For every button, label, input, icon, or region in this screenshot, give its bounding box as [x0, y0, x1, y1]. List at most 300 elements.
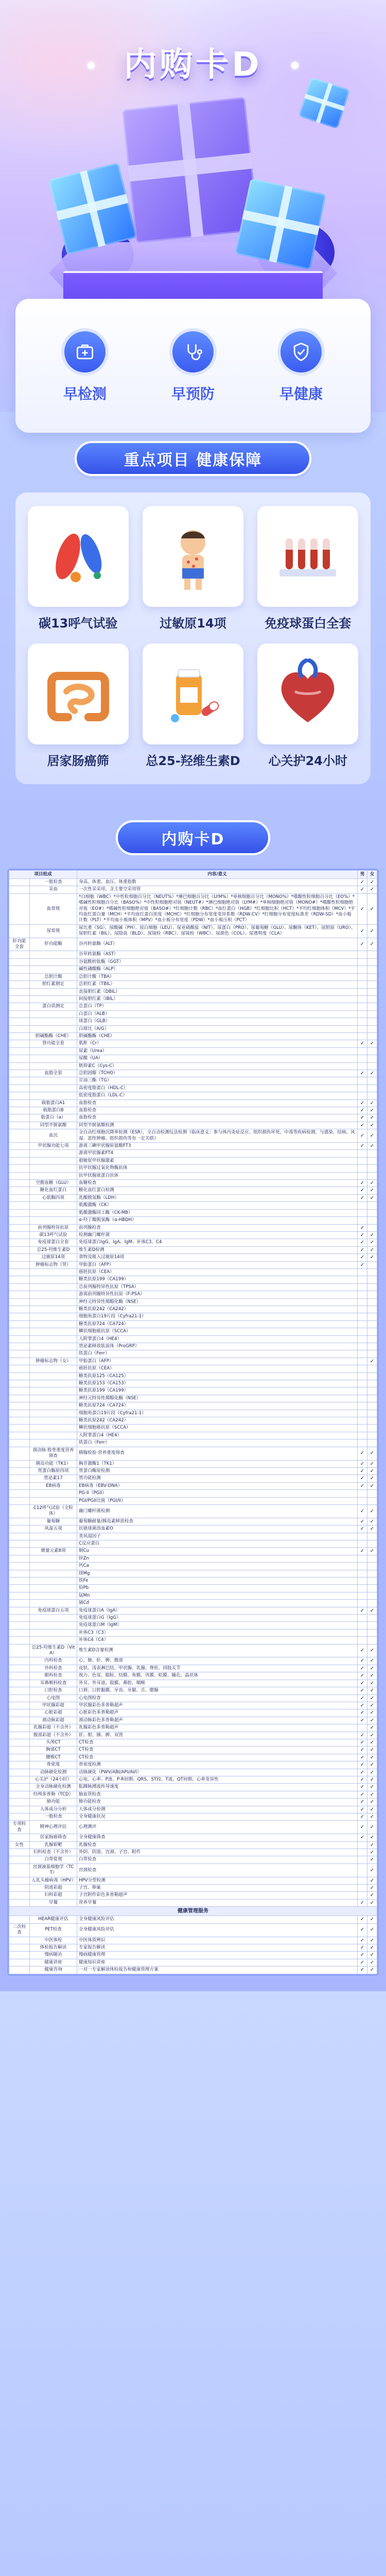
male-check-cell: [358, 1578, 367, 1585]
item-name-cell: 肝功能酶: [30, 938, 77, 951]
key-item: [25, 643, 131, 769]
male-check-cell: ✓: [358, 1040, 367, 1047]
content-cell: 血糖检查: [77, 1180, 358, 1187]
content-cell: 幽门螺杆菌检测: [77, 1504, 358, 1518]
category-cell: [9, 1899, 30, 1906]
table-row: [9, 1018, 377, 1025]
column-header: 项目组成: [9, 871, 77, 879]
item-name-cell: [30, 1298, 77, 1306]
category-cell: [9, 1644, 30, 1657]
table-row: [9, 1047, 377, 1055]
table-row: [9, 1885, 377, 1892]
content-cell: 镉Cd: [77, 1600, 358, 1607]
male-check-cell: [358, 1540, 367, 1547]
category-cell: [9, 1122, 30, 1129]
category-cell: [9, 1769, 30, 1776]
content-cell: 白蛋白（ALB）: [77, 1010, 358, 1018]
content-cell: 鳞状细胞癌抗原（SCCA）: [77, 1328, 358, 1335]
male-check-cell: ✓: [358, 1776, 367, 1783]
content-cell: HPV分型检测: [77, 1877, 358, 1884]
content-cell: 营养早餐: [77, 1899, 358, 1906]
item-name-cell: 载脂蛋白A1: [30, 1099, 77, 1107]
male-check-cell: ✓: [358, 1143, 367, 1150]
male-check-cell: [358, 1202, 367, 1209]
male-check-cell: ✓: [358, 1107, 367, 1114]
table-row: [9, 1150, 377, 1157]
content-cell: 免疫球蛋白G（IgG）: [77, 1615, 358, 1622]
content-cell: 全身健康风险评估: [77, 1923, 358, 1937]
category-cell: [9, 1165, 30, 1172]
item-name-cell: [30, 1343, 77, 1350]
female-check-cell: [367, 1335, 377, 1343]
key-item-label: 免疫球蛋白全套: [265, 616, 352, 631]
table-row: [9, 1540, 377, 1547]
category-cell: [9, 1747, 30, 1754]
item-name-cell: [30, 1439, 77, 1447]
category-cell: [9, 1202, 30, 1209]
table-row: [9, 1799, 377, 1806]
key-item: [25, 506, 131, 631]
table-row: [9, 1806, 377, 1813]
female-check-cell: [367, 1365, 377, 1372]
male-check-cell: ✓: [358, 1814, 367, 1821]
content-cell: 检测幽门螺杆菌: [77, 1231, 358, 1239]
content-cell: 肌酸激酶同工酶（CK-MB）: [77, 1209, 358, 1216]
item-name-cell: [30, 1615, 77, 1622]
female-check-cell: [367, 973, 377, 980]
table-row: [9, 1657, 377, 1665]
content-cell: 胸苷激酶1（TK1）: [77, 1460, 358, 1467]
category-cell: [9, 1187, 30, 1194]
content-cell: 人附睾蛋白4（HE4）: [77, 1432, 358, 1439]
male-check-cell: [358, 1629, 367, 1636]
table-row: [9, 1040, 377, 1047]
male-check-cell: ✓: [358, 1923, 367, 1937]
male-check-cell: [358, 1877, 367, 1884]
item-name-cell: 居家肠癌筛查: [30, 1834, 77, 1841]
table-row: [9, 1944, 377, 1951]
female-check-cell: ✓: [367, 1518, 377, 1525]
category-cell: [9, 1937, 30, 1944]
content-cell: 一次性采采用，含主要空采用管: [77, 886, 358, 893]
female-check-cell: ✓: [367, 1504, 377, 1518]
item-name-cell: 宫颈液基细胞学（TCT）: [30, 1863, 77, 1877]
table-row: [9, 1548, 377, 1555]
table-row: [9, 1402, 377, 1410]
table-row: [9, 1180, 377, 1187]
item-name-cell: 健康讲座: [30, 1959, 77, 1966]
item-name-cell: [30, 1217, 77, 1224]
content-cell: 总胆红素（TBIL）: [77, 981, 358, 988]
item-name-cell: [30, 1283, 77, 1291]
item-name-cell: [30, 1387, 77, 1395]
table-row: [9, 1172, 377, 1179]
female-check-cell: [367, 1313, 377, 1320]
male-check-cell: [358, 1328, 367, 1335]
male-check-cell: ✓: [358, 1747, 367, 1754]
female-check-cell: ✓: [367, 1739, 377, 1746]
male-check-cell: ✓: [358, 1967, 367, 1974]
item-name-cell: 采血: [30, 886, 77, 893]
category-cell: [9, 1482, 30, 1489]
male-check-cell: ✓: [358, 1784, 367, 1791]
female-check-cell: ✓: [367, 1548, 377, 1555]
female-check-cell: ✓: [367, 1814, 377, 1821]
vitamin-pills-icon: [143, 643, 243, 744]
table-row: [9, 1497, 377, 1504]
female-check-cell: [367, 1032, 377, 1040]
table-row: [9, 1387, 377, 1395]
female-check-cell: [367, 1395, 377, 1402]
female-check-cell: ✓: [367, 1791, 377, 1798]
item-name-cell: [30, 1025, 77, 1032]
item-name-cell: HEAR健康评估: [30, 1916, 77, 1923]
stethoscope-icon: [169, 328, 217, 376]
bacteria-icon: [28, 506, 129, 607]
content-cell: 前列腺检查: [77, 1224, 358, 1231]
content-cell: 胱抑素C（Cys-C）: [77, 1062, 358, 1070]
male-check-cell: [358, 1849, 367, 1856]
content-cell: 低密度脂蛋白（LDL-C）: [77, 1092, 358, 1099]
table-row: [9, 1814, 377, 1821]
item-name-cell: 心脏彩超: [30, 1709, 77, 1717]
category-cell: [9, 1885, 30, 1892]
item-name-cell: 口腔检查: [30, 1687, 77, 1694]
female-check-cell: [367, 1062, 377, 1070]
content-cell: 抗甲状腺球蛋白抗体: [77, 1172, 358, 1179]
item-name-cell: [30, 1077, 77, 1084]
category-cell: [9, 1680, 30, 1687]
table-row: [9, 1952, 377, 1959]
table-row: [9, 1967, 377, 1974]
category-cell: [9, 1070, 30, 1077]
content-cell: 糖类抗原242（CA242）: [77, 1306, 358, 1313]
male-check-cell: [358, 1055, 367, 1062]
key-item: [139, 643, 246, 769]
category-cell: [9, 1313, 30, 1320]
female-check-cell: ✓: [367, 1246, 377, 1253]
content-cell: *白细胞（WBC）*中性粒细胞百分比（NEUT%）*淋巴细胞百分比（LYM%）*单核细胞百分比（MONO%）*嗜酸性粒细胞百分比（EO%）*嗜碱性粒细胞百分比（BASO%）*中性粒细胞绝对值（NEUT#）*淋巴细胞绝对值（LYM#）*单核细胞绝对值（MONO#）*嗜酸性粒细胞绝对值（EO#）*嗜碱性粒细胞绝对值（BASO#）*红细胞计数（RBC）*血红蛋白（HGB）*红细胞比积（HCT）*平均红细胞体积（MCV）*平均血红蛋白量（MCH）*平均血红蛋白浓度（MCHC）*红细胞分布宽度变异系数（RDW-CV）*红细胞分布宽度标准差（RDW-SD）*血小板计数（PLT）*平均血小板体积（MPV）*血小板分布宽度（PDW）*血小板压积（PCT）: [77, 893, 358, 924]
table-row: [9, 1637, 377, 1644]
category-cell: [9, 1387, 30, 1395]
content-cell: 慢病健康管理: [77, 1952, 358, 1959]
key-items-grid: [15, 493, 371, 784]
female-check-cell: [367, 1578, 377, 1585]
female-check-cell: ✓: [367, 1194, 377, 1201]
male-check-cell: [358, 1439, 367, 1447]
category-cell: [9, 1784, 30, 1791]
table-row: [9, 1283, 377, 1291]
key-item-label: 心关护24小时: [268, 754, 348, 768]
item-name-cell: [30, 966, 77, 973]
male-check-cell: [358, 951, 367, 958]
female-check-cell: [367, 1380, 377, 1387]
content-cell: 子宫、卵巢: [77, 1885, 358, 1892]
female-check-cell: ✓: [367, 1607, 377, 1614]
male-check-cell: [358, 1555, 367, 1562]
female-check-cell: ✓: [367, 1944, 377, 1951]
table-row: [9, 1410, 377, 1417]
item-name-cell: 乳腺钼靶: [30, 1841, 77, 1849]
item-name-cell: [30, 1402, 77, 1410]
item-name-cell: PET检查: [30, 1923, 77, 1937]
male-check-cell: [358, 1276, 367, 1283]
male-check-cell: [358, 1350, 367, 1358]
female-check-cell: [367, 1291, 377, 1298]
item-name-cell: [30, 1276, 77, 1283]
female-check-cell: ✓: [367, 1099, 377, 1107]
male-check-cell: [358, 1892, 367, 1899]
category-cell: [9, 1629, 30, 1636]
female-check-cell: ✓: [367, 1799, 377, 1806]
category-cell: [9, 1276, 30, 1283]
content-cell: 胃功能检测: [77, 1475, 358, 1482]
male-check-cell: [358, 1615, 367, 1622]
male-check-cell: [358, 1402, 367, 1410]
male-check-cell: ✓: [358, 1791, 367, 1798]
table-row: [9, 1055, 377, 1062]
item-name-cell: 腰椎CT: [30, 1754, 77, 1761]
table-row: [9, 1856, 377, 1863]
table-row: [9, 1563, 377, 1570]
item-name-cell: 腹部彩超（不含外）: [30, 1732, 77, 1739]
female-check-cell: [367, 1417, 377, 1425]
male-check-cell: [358, 1637, 367, 1644]
item-name-cell: 甲状腺彩超: [30, 1702, 77, 1709]
content-cell: 游离前列腺特异性抗原（F-PSA）: [77, 1291, 358, 1298]
content-cell: 身高、体重、血压、体重指数: [77, 879, 358, 886]
item-name-cell: [30, 951, 77, 958]
item-name-cell: 胆碱酯酶（CHE）: [30, 1032, 77, 1040]
female-check-cell: [367, 1261, 377, 1268]
female-check-cell: ✓: [367, 938, 377, 951]
male-check-cell: [358, 1025, 367, 1032]
female-check-cell: ✓: [367, 1475, 377, 1482]
item-name-cell: 总25-羟维生素D（VitA）: [30, 1644, 77, 1657]
table-row: [9, 1570, 377, 1577]
female-check-cell: [367, 1570, 377, 1577]
item-name-cell: 耳鼻喉科检查: [30, 1680, 77, 1687]
category-cell: [9, 1306, 30, 1313]
male-check-cell: ✓: [358, 886, 367, 893]
category-cell: [9, 1490, 30, 1497]
item-name-cell: 总25-羟维生素D: [30, 1246, 77, 1253]
table-row: [9, 1380, 377, 1387]
male-check-cell: [358, 958, 367, 965]
table-row: [9, 1629, 377, 1636]
content-cell: 铅Pb: [77, 1585, 358, 1592]
content-cell: 一对一专家解读体检报告和健康管理方案: [77, 1967, 358, 1974]
item-name-cell: [30, 1563, 77, 1570]
item-name-cell: [30, 1350, 77, 1358]
table-row: [9, 1092, 377, 1099]
item-name-cell: 心关护（24小时）: [30, 1776, 77, 1783]
male-check-cell: ✓: [358, 1122, 367, 1129]
male-check-cell: ✓: [358, 1937, 367, 1944]
category-cell: [9, 1032, 30, 1040]
female-check-cell: ✓: [367, 1892, 377, 1899]
male-check-cell: ✓: [358, 1548, 367, 1555]
female-check-cell: ✓: [367, 1460, 377, 1467]
content-cell: α-羟丁酸脱氢酶（α-HBDH）: [77, 1217, 358, 1224]
feature-label: 早预防: [171, 385, 215, 402]
category-cell: [9, 1047, 30, 1055]
content-cell: 抗甲状腺过氧化物酶抗体: [77, 1165, 358, 1172]
category-cell: [9, 1025, 30, 1032]
male-check-cell: ✓: [358, 1702, 367, 1709]
male-check-cell: [358, 1592, 367, 1599]
category-cell: [9, 958, 30, 965]
item-name-cell: 慢病随访: [30, 1952, 77, 1959]
female-check-cell: ✓: [367, 1231, 377, 1239]
item-name-cell: [30, 995, 77, 1003]
category-cell: [9, 1877, 30, 1884]
item-name-cell: 载脂蛋白B: [30, 1107, 77, 1114]
content-cell: 血脂检查: [77, 1099, 358, 1107]
item-name-cell: 免疫球蛋白全套: [30, 1239, 77, 1246]
table-row: [9, 1709, 377, 1717]
key-item: [255, 506, 361, 631]
table-row: [9, 1607, 377, 1614]
item-name-cell: [30, 1592, 77, 1599]
female-check-cell: ✓: [367, 1143, 377, 1150]
hero-banner: [0, 0, 386, 412]
female-check-cell: ✓: [367, 1107, 377, 1114]
female-check-cell: [367, 1490, 377, 1497]
table-row: [9, 1084, 377, 1092]
content-cell: 口唇、口腔黏膜、牙齿、牙龈、舌、腮腺: [77, 1687, 358, 1694]
category-cell: [9, 1849, 30, 1856]
content-cell: 谷丙转氨酶（ALT）: [77, 938, 358, 951]
content-cell: 游离甲状腺素FT4: [77, 1150, 358, 1157]
female-check-cell: [367, 958, 377, 965]
female-check-cell: [367, 1410, 377, 1417]
table-row: [9, 1776, 377, 1783]
female-check-cell: [367, 1555, 377, 1562]
table-row: [9, 1555, 377, 1562]
male-check-cell: [358, 973, 367, 980]
female-check-cell: [367, 1010, 377, 1018]
key-item-label: 居家肠癌筛: [47, 754, 109, 768]
table-row: [9, 958, 377, 965]
table-row: [9, 1467, 377, 1475]
section-heading: 重点项目 健康保障: [75, 441, 311, 476]
content-cell: 中医体质辨识: [77, 1937, 358, 1944]
category-cell: [9, 1959, 30, 1966]
male-check-cell: [358, 1600, 367, 1607]
content-cell: 补体C4（C4）: [77, 1637, 358, 1644]
table-row: [9, 1306, 377, 1313]
table-row: [9, 1417, 377, 1425]
male-check-cell: ✓: [358, 1657, 367, 1665]
female-check-cell: ✓: [367, 1916, 377, 1923]
female-check-cell: [367, 1202, 377, 1209]
category-cell: [9, 1657, 30, 1665]
content-cell: 糖类抗原153（CA153）: [77, 1380, 358, 1387]
category-cell: [9, 1432, 30, 1439]
item-name-cell: 内科检查: [30, 1657, 77, 1665]
item-name-cell: 肾功能全套: [30, 1040, 77, 1047]
table-row: [9, 951, 377, 958]
female-check-cell: ✓: [367, 1806, 377, 1813]
table-row: [9, 1276, 377, 1283]
male-check-cell: [358, 1062, 367, 1070]
male-check-cell: ✓: [358, 1680, 367, 1687]
category-cell: [9, 1172, 30, 1179]
medical-kit-icon: [61, 328, 109, 376]
female-check-cell: [367, 1592, 377, 1599]
key-item-label: 过敏原14项: [160, 616, 226, 631]
male-check-cell: ✓: [358, 1694, 367, 1702]
content-cell: 动脉硬化（PWV/ABI/API/AVI）: [77, 1769, 358, 1776]
male-check-cell: ✓: [358, 1231, 367, 1239]
male-check-cell: ✓: [358, 1754, 367, 1761]
female-check-cell: ✓: [367, 1717, 377, 1724]
column-header: 内容/意义: [77, 871, 358, 879]
female-check-cell: [367, 1540, 377, 1547]
item-name-cell: 总胆汁酸: [30, 973, 77, 980]
category-cell: [9, 1475, 30, 1482]
content-cell: 铜Cu: [77, 1548, 358, 1555]
category-cell: [9, 1732, 30, 1739]
category-cell: [9, 924, 30, 938]
item-name-cell: [30, 1490, 77, 1497]
female-check-cell: [367, 1425, 377, 1432]
item-name-cell: 胆红素测定: [30, 981, 77, 988]
content-cell: 神经元特异性烯醇化酶（NSE）: [77, 1395, 358, 1402]
female-check-cell: ✓: [367, 1187, 377, 1194]
category-cell: [9, 1055, 30, 1062]
package-table: [9, 870, 377, 1974]
female-check-cell: ✓: [367, 1702, 377, 1709]
category-cell: [9, 1497, 30, 1504]
male-check-cell: [358, 1172, 367, 1179]
category-cell: [9, 966, 30, 973]
male-check-cell: [358, 1268, 367, 1276]
content-cell: 健康知识讲座: [77, 1959, 358, 1966]
item-name-cell: [30, 1172, 77, 1179]
female-check-cell: ✓: [367, 879, 377, 886]
female-check-cell: ✓: [367, 1877, 377, 1884]
item-name-cell: [30, 958, 77, 965]
table-row: [9, 1585, 377, 1592]
table-row: [9, 1490, 377, 1497]
content-cell: C反应蛋白: [77, 1540, 358, 1547]
content-cell: 免疫球蛋白A（IgA）: [77, 1607, 358, 1614]
female-check-cell: [367, 1629, 377, 1636]
female-check-cell: ✓: [367, 1040, 377, 1047]
item-name-cell: 妇科彩超: [30, 1892, 77, 1899]
female-check-cell: ✓: [367, 1732, 377, 1739]
table-row: [9, 1834, 377, 1841]
table-row: [9, 1644, 377, 1657]
female-check-cell: ✓: [367, 1776, 377, 1783]
category-cell: [9, 1084, 30, 1092]
female-check-cell: ✓: [367, 1526, 377, 1533]
key-item: [255, 643, 361, 769]
table-row: [9, 1395, 377, 1402]
content-cell: 钙Ca: [77, 1563, 358, 1570]
category-cell: [9, 1040, 30, 1047]
female-check-cell: ✓: [367, 1122, 377, 1129]
male-check-cell: ✓: [358, 1482, 367, 1489]
category-cell: [9, 893, 30, 924]
female-check-cell: [367, 1320, 377, 1328]
category-cell: [9, 1231, 30, 1239]
child-allergy-icon: [143, 506, 243, 607]
content-cell: 直接胆红素（DBIL）: [77, 988, 358, 995]
table-row: [9, 1231, 377, 1239]
